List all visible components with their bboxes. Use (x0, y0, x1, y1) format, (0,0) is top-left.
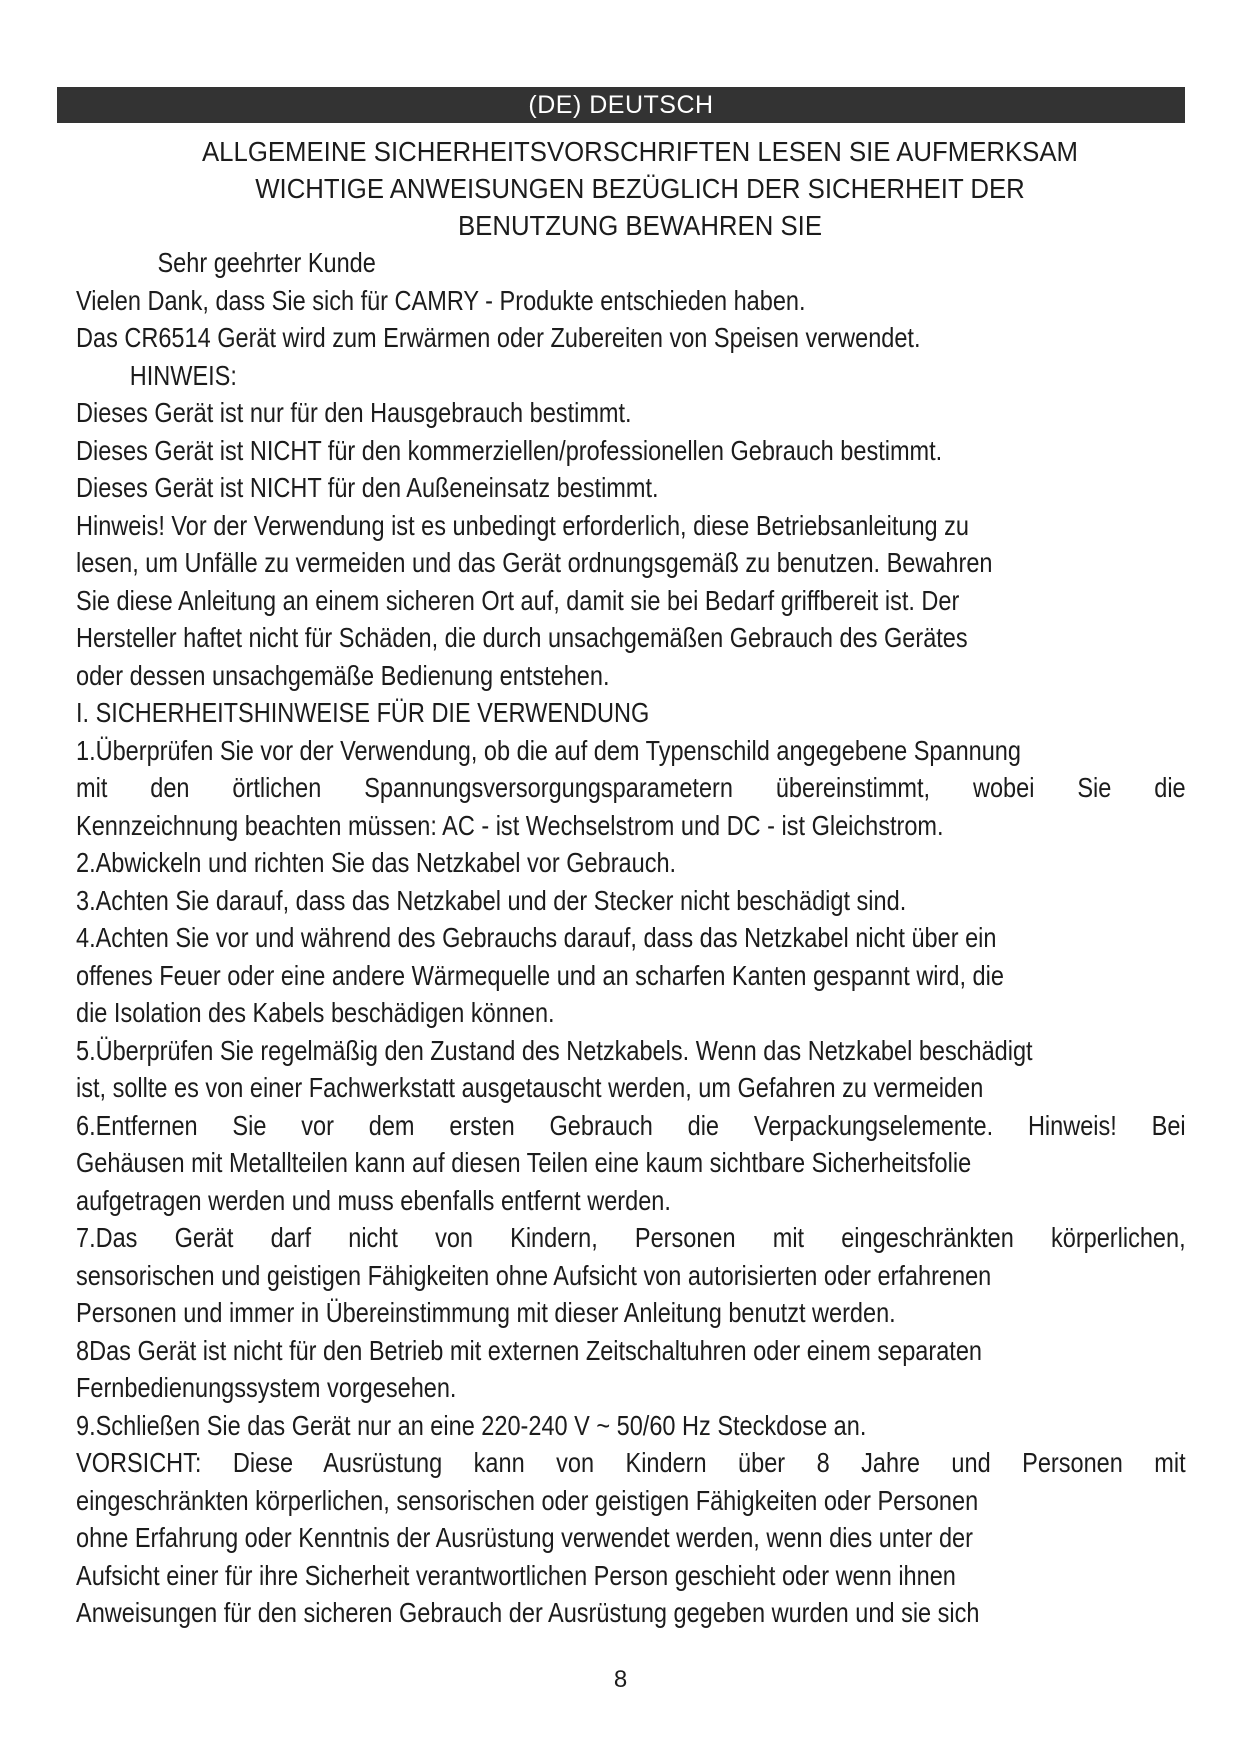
warning-line: Hersteller haftet nicht für Schäden, die durch unsachgemäßen Gebrauch des Gerätes (76, 622, 968, 653)
thanks-line: Vielen Dank, dass Sie sich für CAMRY - Produkte entschieden haben. (76, 284, 806, 316)
device-use-line: Das CR6514 Gerät wird zum Erwärmen oder Zubereiten von Speisen verwendet. (76, 322, 921, 353)
safety-heading (180, 133, 1100, 244)
item-6-line: Gehäusen mit Metallteilen kann auf diesen Teilen eine kaum sichtbare Sicherheitsfolie (76, 1147, 972, 1178)
caution-line: VORSICHT: Diese Ausrüstung kann von Kindern über 8 Jahre und Personen mit (76, 1447, 1186, 1478)
item-7-line: 7.Das Gerät darf nicht von Kindern, Personen mit eingeschränkten körperlichen, (76, 1222, 1186, 1253)
language-header-bar: (DE) DEUTSCH (57, 87, 1185, 123)
warning-line: oder dessen unsachgemäße Bedienung entstehen. (76, 659, 610, 691)
section-title: I. SICHERHEITSHINWEISE FÜR DIE VERWENDUNG (76, 697, 650, 728)
warning-line: Hinweis! Vor der Verwendung ist es unbedingt erforderlich, diese Betriebsanleitung zu (76, 509, 969, 541)
greeting: Sehr geehrter Kunde (157, 247, 376, 278)
item-4-line: die Isolation des Kabels beschädigen können. (76, 997, 555, 1028)
heading-line: ALLGEMEINE SICHERHEITSVORSCHRIFTEN LESEN SIE AUFMERKSAM (201, 136, 1079, 167)
item-7-line: sensorischen und geistigen Fähigkeiten ohne Aufsicht von autorisierten oder erfahrenen (76, 1259, 992, 1291)
item-5-line: ist, sollte es von einer Fachwerkstatt ausgetauscht werden, um Gefahren zu vermeiden (76, 1072, 984, 1103)
body-text (76, 244, 1186, 1632)
heading-line: BENUTZUNG BEWAHREN SIE (457, 210, 823, 241)
item-4-line: 4.Achten Sie vor und während des Gebrauchs darauf, dass das Netzkabel nicht über ein (76, 922, 997, 953)
warning-line: Sie diese Anleitung an einem sicheren Ort auf, damit sie bei Bedarf griffbereit ist. Der (76, 584, 960, 616)
item-1-line: mit den örtlichen Spannungsversorgungsparametern übereinstimmt, wobei Sie die (76, 772, 1186, 803)
item-1-line: 1.Überprüfen Sie vor der Verwendung, ob die auf dem Typenschild angegebene Spannung (76, 734, 1021, 766)
note-line: Dieses Gerät ist NICHT für den kommerziellen/professionellen Gebrauch bestimmt. (76, 434, 943, 466)
item-6-line: aufgetragen werden und muss ebenfalls entfernt werden. (76, 1184, 671, 1216)
heading-line: WICHTIGE ANWEISUNGEN BEZÜGLICH DER SICHERHEIT DER (255, 173, 1025, 204)
caution-line: Aufsicht einer für ihre Sicherheit verantwortlichen Person geschieht oder wenn ihnen (76, 1559, 956, 1591)
item-6-line: 6.Entfernen Sie vor dem ersten Gebrauch die Verpackungselemente. Hinweis! Bei (76, 1109, 1186, 1141)
item-8-line: Fernbedienungssystem vorgesehen. (76, 1372, 457, 1403)
warning-line: lesen, um Unfälle zu vermeiden und das Gerät ordnungsgemäß zu benutzen. Bewahren (76, 547, 993, 578)
caution-line: ohne Erfahrung oder Kenntnis der Ausrüstung verwendet werden, wenn dies unter der (76, 1522, 973, 1553)
item-4-line: offenes Feuer oder eine andere Wärmequelle und an scharfen Kanten gespannt wird, die (76, 959, 1004, 991)
caution-line: Anweisungen für den sicheren Gebrauch der Ausrüstung gegeben wurden und sie sich (76, 1597, 980, 1628)
item-9-line: 9.Schließen Sie das Gerät nur an eine 220-240 V ~ 50/60 Hz Steckdose an. (76, 1409, 867, 1441)
item-8-line: 8Das Gerät ist nicht für den Betrieb mit externen Zeitschaltuhren oder einem separaten (76, 1334, 982, 1366)
item-3-line: 3.Achten Sie darauf, dass das Netzkabel und der Stecker nicht beschädigt sind. (76, 884, 907, 916)
note-line: Dieses Gerät ist NICHT für den Außeneinsatz bestimmt. (76, 472, 659, 503)
item-7-line: Personen und immer in Übereinstimmung mit dieser Anleitung benutzt werden. (76, 1297, 896, 1328)
item-2-line: 2.Abwickeln und richten Sie das Netzkabel vor Gebrauch. (76, 847, 677, 878)
note-label: HINWEIS: (129, 359, 237, 391)
item-5-line: 5.Überprüfen Sie regelmäßig den Zustand des Netzkabels. Wenn das Netzkabel beschädigt (76, 1034, 1033, 1066)
item-1-line: Kennzeichnung beachten müssen: AC - ist Wechselstrom und DC - ist Gleichstrom. (76, 809, 944, 841)
note-line: Dieses Gerät ist nur für den Hausgebrauch bestimmt. (76, 397, 632, 428)
page-number: 8 (613, 1666, 628, 1693)
caution-line: eingeschränkten körperlichen, sensorischen oder geistigen Fähigkeiten oder Personen (76, 1484, 979, 1516)
